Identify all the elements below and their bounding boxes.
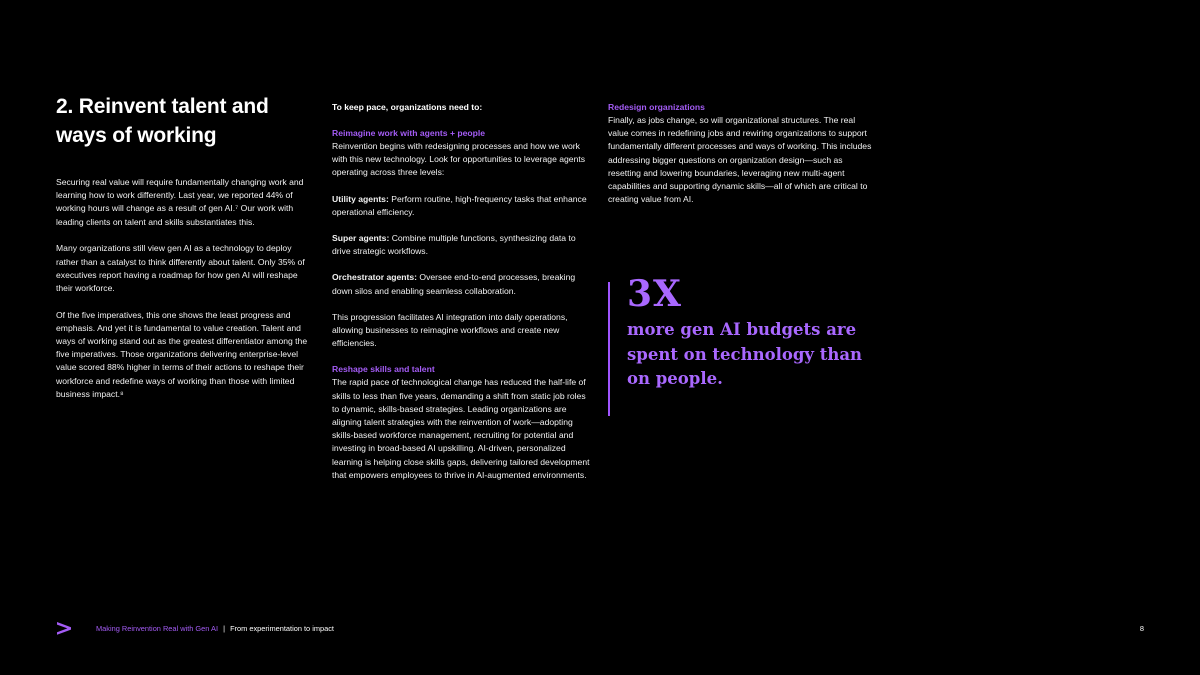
footer-document-title: Making Reinvention Real with Gen AI	[96, 624, 219, 633]
imperatives-paragraph: Of the five imperatives, this one shows the least progress and emphasis. And yet it is fundamental to value creation. Talent and ways of working stand out as the greatest differentiator among the five imperatives. Those organizations delivering enterprise-level value scored 88% higher in terms of their actions to reshape their workforce and redefine ways of working than those with limited business impact.⁸	[56, 309, 308, 399]
progression-paragraph: This progression facilitates AI integration into daily operations, allowing businesses to reimagine workflows and create new efficiencies.	[332, 311, 568, 349]
utility-agents-text: Perform routine, high-frequency tasks that enhance operational efficiency.	[332, 193, 587, 217]
super-agents-item	[332, 232, 594, 258]
utility-agents-item	[332, 193, 594, 219]
orchestrator-agents-item	[332, 271, 594, 297]
utility-agents-label: Utility agents:	[332, 193, 389, 204]
reimagine-work-intro: Reinvention begins with redesigning processes and how we work with this new technology. Look for opportunities to leverage agents operating across three levels:	[332, 141, 586, 178]
left-column	[56, 92, 308, 415]
redesign-organizations-heading: Redesign organizations	[608, 102, 705, 112]
accenture-greater-than-logo-icon	[56, 620, 72, 638]
page-title: 2. Reinvent talent and ways of working	[56, 95, 269, 147]
stat-description: more gen AI budgets are spent on technology than on people.	[627, 320, 863, 388]
footer	[56, 620, 1144, 638]
stat-callout	[608, 273, 867, 416]
redesign-organizations-text: Finally, as jobs change, so will organizational structures. The real value comes in redefining jobs and rewiring organizations to support fundamentally different processes and ways of working. This includes addressing bigger questions on organization design—such as resetting and lowering boundaries, leveraging new multi-agent capabilities and supporting dynamic skills—all of which are critical to creating value from AI.	[608, 115, 872, 205]
super-agents-label: Super agents:	[332, 233, 390, 244]
reimagine-work-heading: Reimagine work with agents + people	[332, 128, 486, 138]
page-number: 8	[1139, 624, 1144, 633]
orchestrator-agents-label: Orchestrator agents:	[332, 272, 418, 283]
roadmap-paragraph: Many organizations still view gen AI as a technology to deploy rather than a catalyst to think differently about talent. Only 35% of executives report having a roadmap for how gen AI will reshape their workforce.	[56, 243, 305, 293]
stat-value: 3X	[627, 273, 682, 315]
super-agents-text: Combine multiple functions, synthesizing data to drive strategic workflows.	[332, 233, 576, 257]
reshape-skills-heading: Reshape skills and talent	[332, 364, 435, 375]
lead-text: To keep pace, organizations need to:	[332, 102, 483, 112]
middle-column	[332, 101, 594, 495]
intro-paragraph: Securing real value will require fundamentally changing work and learning how to work differently. Last year, we reported 44% of working hours will change as a result of gen AI.⁷ Our work with leading clients on talent and skills substantiates this.	[56, 177, 304, 227]
orchestrator-agents-text: Oversee end-to-end processes, breaking down silos and enabling seamless collaboration.	[332, 272, 576, 296]
footer-separator: |	[223, 624, 225, 633]
right-column	[608, 101, 876, 219]
footer-section-title: From experimentation to impact	[230, 624, 334, 633]
footer-breadcrumb	[96, 624, 334, 633]
reshape-skills-text: The rapid pace of technological change has reduced the half-life of skills to less than five years, demanding a shift from static job roles to dynamic, skills-based strategies. Leading organizations are aligning talent strategies with the reinvention of work—adopting skills-based workforce management, recruiting for potential and investing in broad-based AI upskilling. AI-driven, personalized learning is helping close skills gaps, delivering tailored development that empowers employees to thrive in AI-augmented environments.	[332, 377, 590, 480]
